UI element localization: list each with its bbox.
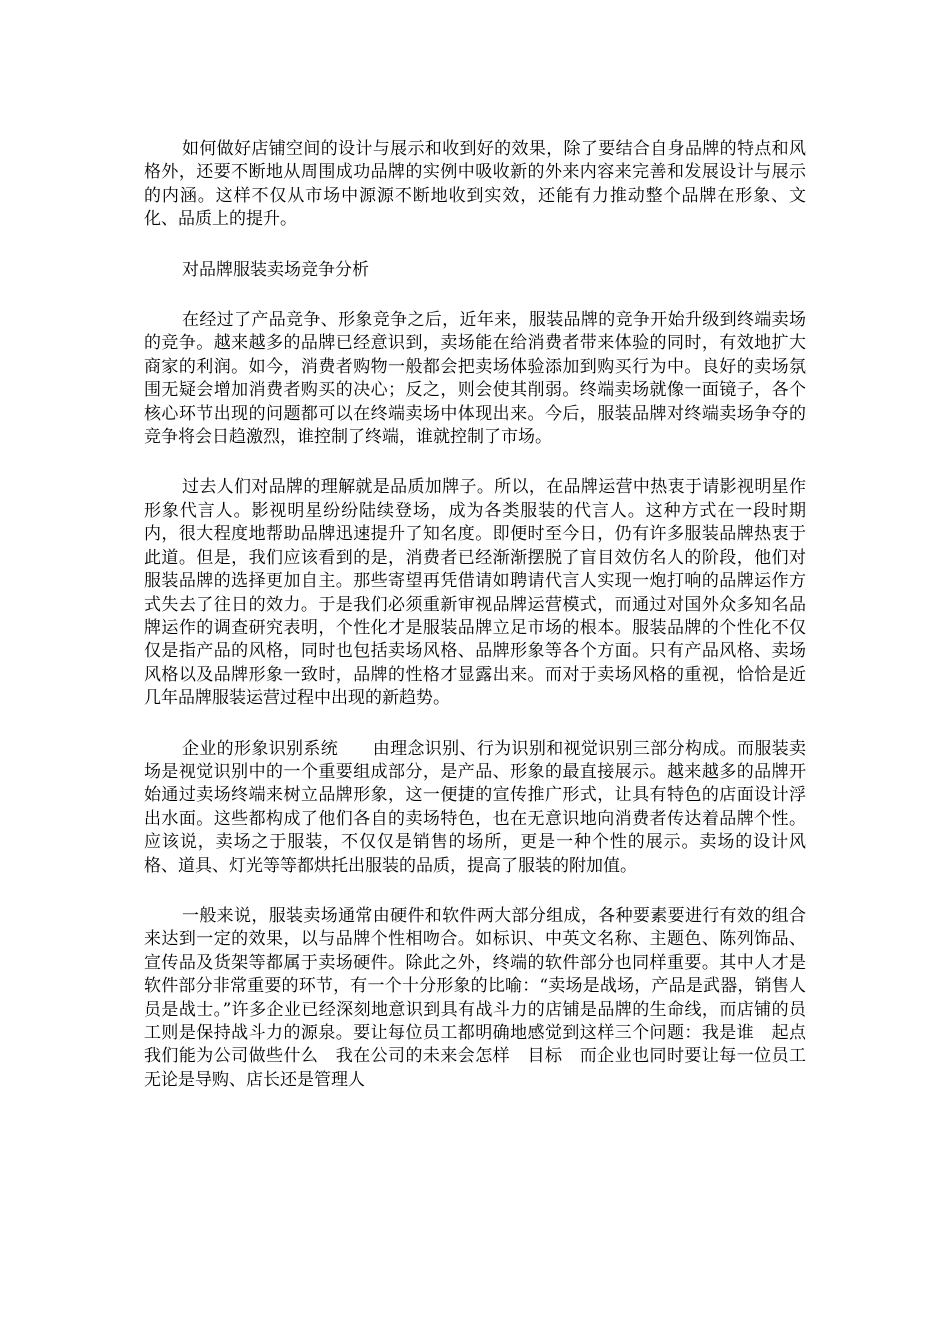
paragraph-brand-understanding: 过去人们对品牌的理解就是品质加牌子。所以，在品牌运营中热衷于请影视明星作形象代言人。影视明星纷纷陆续登场，成为各类服装的代言人。这种方式在一段时期内，很大程度地帮助品牌迅速提升了知名度。即便时至今日，仍有许多服装品牌热衷于此道。但是，我们应该看到的是，消费者已经渐渐摆脱了盲目效仿名人的阶段，他们对服装品牌的选择更加自主。那些寄望再凭借请如聘请代言人实现一炮打响的品牌运作方式失去了往日的效力。于是我们必须重新审视品牌运营模式，而通过对国外众多知名品牌运作的调查研究表明，个性化才是服装品牌立足市场的根本。服装品牌的个性化不仅仅是指产品的风格，同时也包括卖场风格、品牌形象等各个方面。只有产品风格、卖场风格以及品牌形象一致时，品牌的性格才显露出来。而对于卖场风格的重视，恰恰是近几年品牌服装运营过程中出现的新趋势。 (144, 477, 806, 709)
section-heading: 对品牌服装卖场竞争分析 (182, 259, 369, 280)
paragraph-competition: 在经过了产品竞争、形象竞争之后，近年来，服装品牌的竞争开始升级到终端卖场的竞争。越来越多的品牌已经意识到，卖场能在给消费者带来体验的同时，有效地扩大商家的利润。如今，消费者购物一般都会把卖场体验添加到购买行为中。良好的卖场氛围无疑会增加消费者购买的决心；反之，则会使其削弱。终端卖场就像一面镜子，各个核心环节出现的问题都可以在终端卖场中体现出来。今后，服装品牌对终端卖场争夺的竞争将会日趋激烈，谁控制了终端，谁就控制了市场。 (144, 310, 806, 448)
document-page (144, 138, 823, 1119)
paragraph-intro: 如何做好店铺空间的设计与展示和收到好的效果，除了要结合自身品牌的特点和风格外，还要不断地从周围成功品牌的实例中吸收新的外来内容来完善和发展设计与展示的内涵。这样不仅从市场中源源不断地收到实效，还能有力推动整个品牌在形象、文化、品质上的提升。 (144, 139, 806, 230)
paragraph-identity-system: 企业的形象识别系统 由理念识别、行为识别和视觉识别三部分构成。而服装卖场是视觉识别中的一个重要组成部分，是产品、形象的最直接展示。越来越多的品牌开始通过卖场终端来树立品牌形象，这一便捷的宣传推广形式，让具有特色的店面设计浮出水面。这些都构成了他们各自的卖场特色，也在无意识地向消费者传达着品牌个性。应该说，卖场之于服装，不仅仅是销售的场所，更是一种个性的展示。卖场的设计风格、道具、灯光等等都烘托出服装的品质，提高了服装的附加值。 (144, 738, 806, 876)
paragraph-hardware-software: 一般来说，服装卖场通常由硬件和软件两大部分组成，各种要素要进行有效的组合来达到一定的效果，以与品牌个性相吻合。如标识、中英文名称、主题色、陈列饰品、宣传品及货架等都属于卖场硬件。除此之外，终端的软件部分也同样重要。其中人才是软件部分非常重要的环节，有一个十分形象的比喻：“卖场是战场，产品是武器，销售人员是战士。”许多企业已经深刻地意识到具有战斗力的店铺是品牌的生命线，而店铺的员工则是保持战斗力的源泉。要让每位员工都明确地感觉到这样三个问题：我是谁 起点 我们能为公司做些什么 我在公司的未来会怎样 目标 而企业也同时要让每一位员工无论是导购、店长还是管理人 (144, 905, 823, 1090)
